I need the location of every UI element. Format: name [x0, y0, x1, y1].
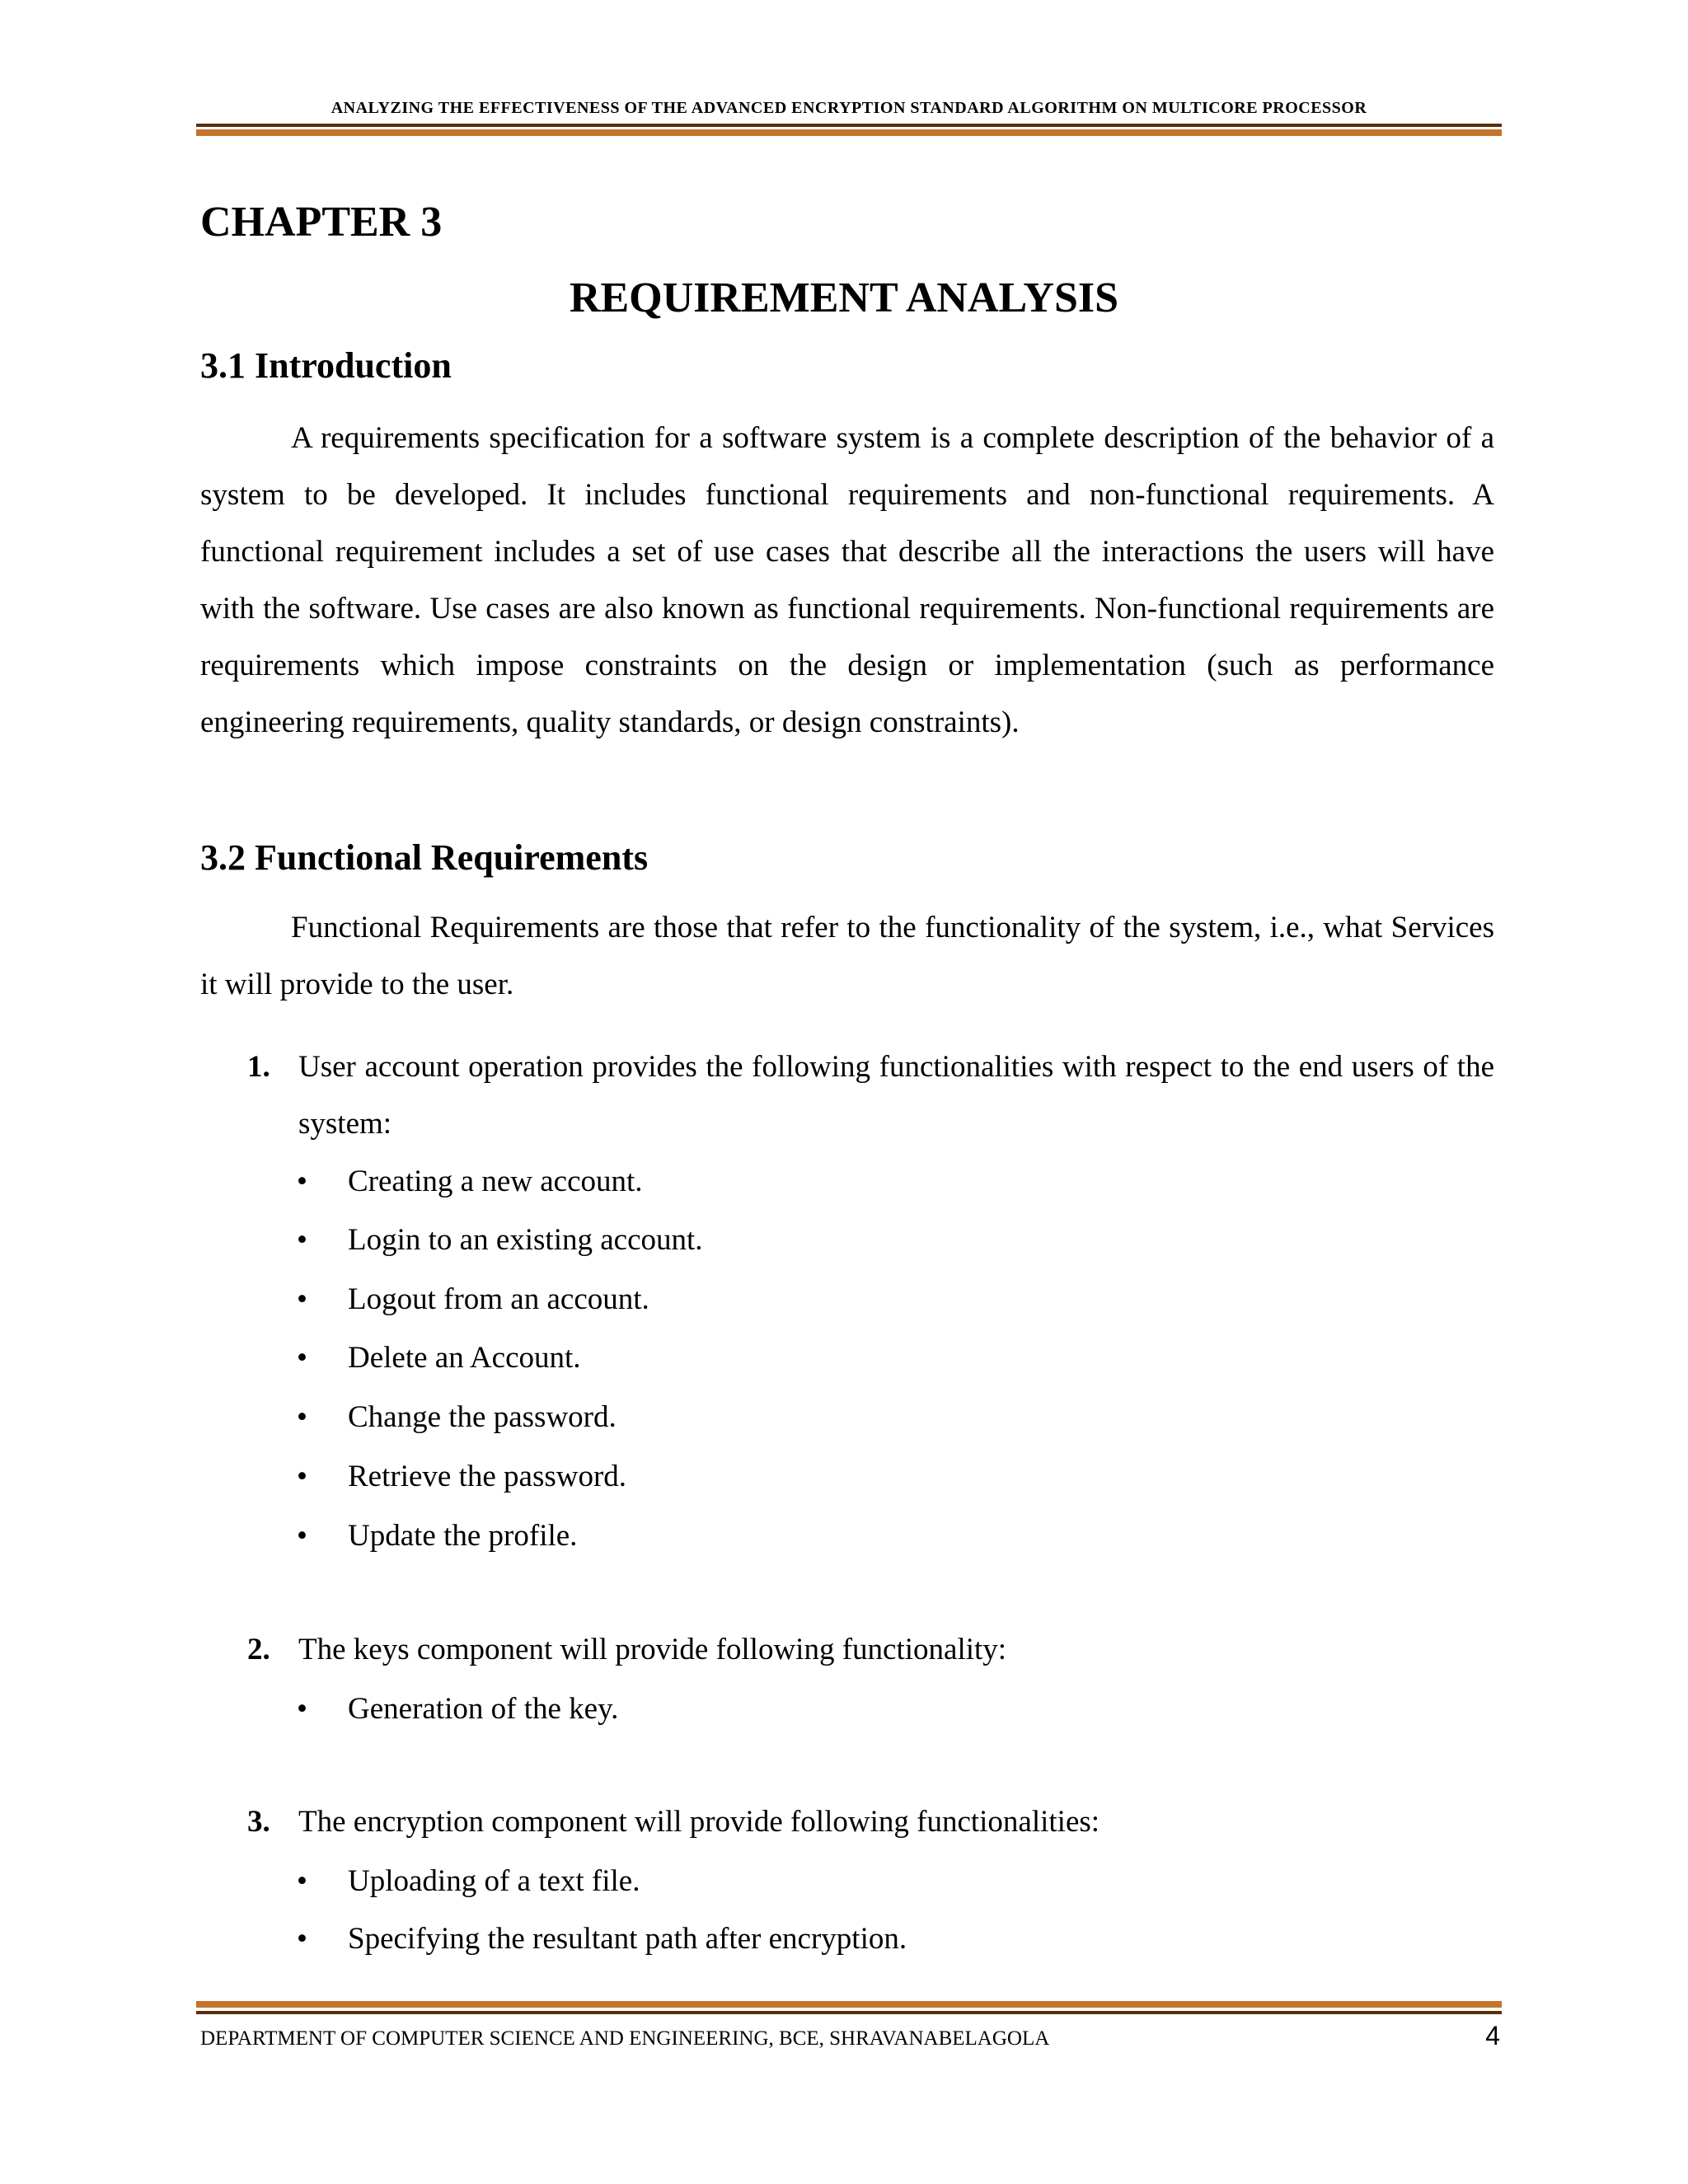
- bullet-icon: [297, 1212, 348, 1268]
- bullet-icon: [297, 1853, 348, 1910]
- list-item-text: User account operation provides the following functionalities with respect to the end users of the system:: [298, 1050, 1494, 1141]
- footer-rule-thick: [196, 2001, 1502, 2008]
- bullet-text: Specifying the resultant path after encryption.: [348, 1922, 907, 1956]
- bullet-icon: [297, 1448, 348, 1505]
- bullet-item: [297, 1910, 907, 1967]
- introduction-paragraph: A requirements specification for a software system is a complete description of the behavior of a system to be developed. It includes functional requirements and non-functional requirements. A functional requirement includes a set of use cases that describe all the interactions the users will have with the software. Use cases are also known as functional requirements. Non-functional requirements are requirements which impose constraints on the design or implementation (such as performance engineering requirements, quality standards, or design constraints).: [200, 421, 1494, 739]
- bullet-text: Login to an existing account.: [348, 1223, 703, 1257]
- bullet-text: Logout from an account.: [348, 1282, 649, 1316]
- bullet-icon: [297, 1680, 348, 1737]
- list-item-text: The encryption component will provide following functionalities:: [298, 1805, 1100, 1839]
- bullet-item: [297, 1680, 618, 1737]
- section-heading-functional-requirements: 3.2 Functional Requirements: [200, 837, 649, 878]
- bullet-text: Creating a new account.: [348, 1165, 643, 1198]
- bullet-text: Delete an Account.: [348, 1341, 581, 1375]
- bullet-icon: [297, 1507, 348, 1564]
- bullet-item: [297, 1271, 649, 1328]
- bullet-text: Retrieve the password.: [348, 1460, 627, 1493]
- page-number: 4: [1485, 2021, 1500, 2050]
- list-item-number: 3.: [247, 1805, 270, 1839]
- bullet-icon: [297, 1910, 348, 1967]
- list-item: [247, 1793, 1494, 1850]
- bullet-item: [297, 1212, 703, 1268]
- bullet-text: Update the profile.: [348, 1519, 578, 1553]
- bullet-item: [297, 1448, 626, 1505]
- bullet-item: [297, 1389, 617, 1446]
- chapter-label: CHAPTER 3: [200, 199, 443, 246]
- bullet-icon: [297, 1329, 348, 1386]
- list-item-text: The keys component will provide following functionality:: [298, 1633, 1007, 1666]
- chapter-title: REQUIREMENT ANALYSIS: [569, 274, 1119, 321]
- functional-requirements-paragraph: Functional Requirements are those that refer to the functionality of the system, i.e., what Services it will provide to the user.: [200, 911, 1494, 1001]
- section-heading-introduction: 3.1 Introduction: [200, 345, 452, 386]
- bullet-item: [297, 1507, 577, 1564]
- bullet-text: Uploading of a text file.: [348, 1864, 640, 1898]
- bullet-icon: [297, 1271, 348, 1328]
- bullet-text: Generation of the key.: [348, 1692, 619, 1726]
- bullet-item: [297, 1853, 640, 1910]
- bullet-item: [297, 1329, 581, 1386]
- bullet-icon: [297, 1153, 348, 1210]
- list-item: [247, 1038, 1494, 1152]
- running-header: ANALYZING THE EFFECTIVENESS OF THE ADVANCED ENCRYPTION STANDARD ALGORITHM ON MULTICORE PROCESSOR: [331, 99, 1367, 117]
- list-item-number: 2.: [247, 1633, 270, 1666]
- footer-department: DEPARTMENT OF COMPUTER SCIENCE AND ENGINEERING, BCE, SHRAVANABELAGOLA: [200, 2027, 1050, 2050]
- list-item: [247, 1621, 1494, 1678]
- header-rule-thick: [196, 129, 1502, 136]
- bullet-icon: [297, 1389, 348, 1446]
- bullet-text: Change the password.: [348, 1400, 617, 1434]
- header-rule-thin: [196, 124, 1502, 127]
- footer-rule-thin: [196, 2011, 1502, 2014]
- list-item-number: 1.: [247, 1050, 270, 1084]
- bullet-item: [297, 1153, 643, 1210]
